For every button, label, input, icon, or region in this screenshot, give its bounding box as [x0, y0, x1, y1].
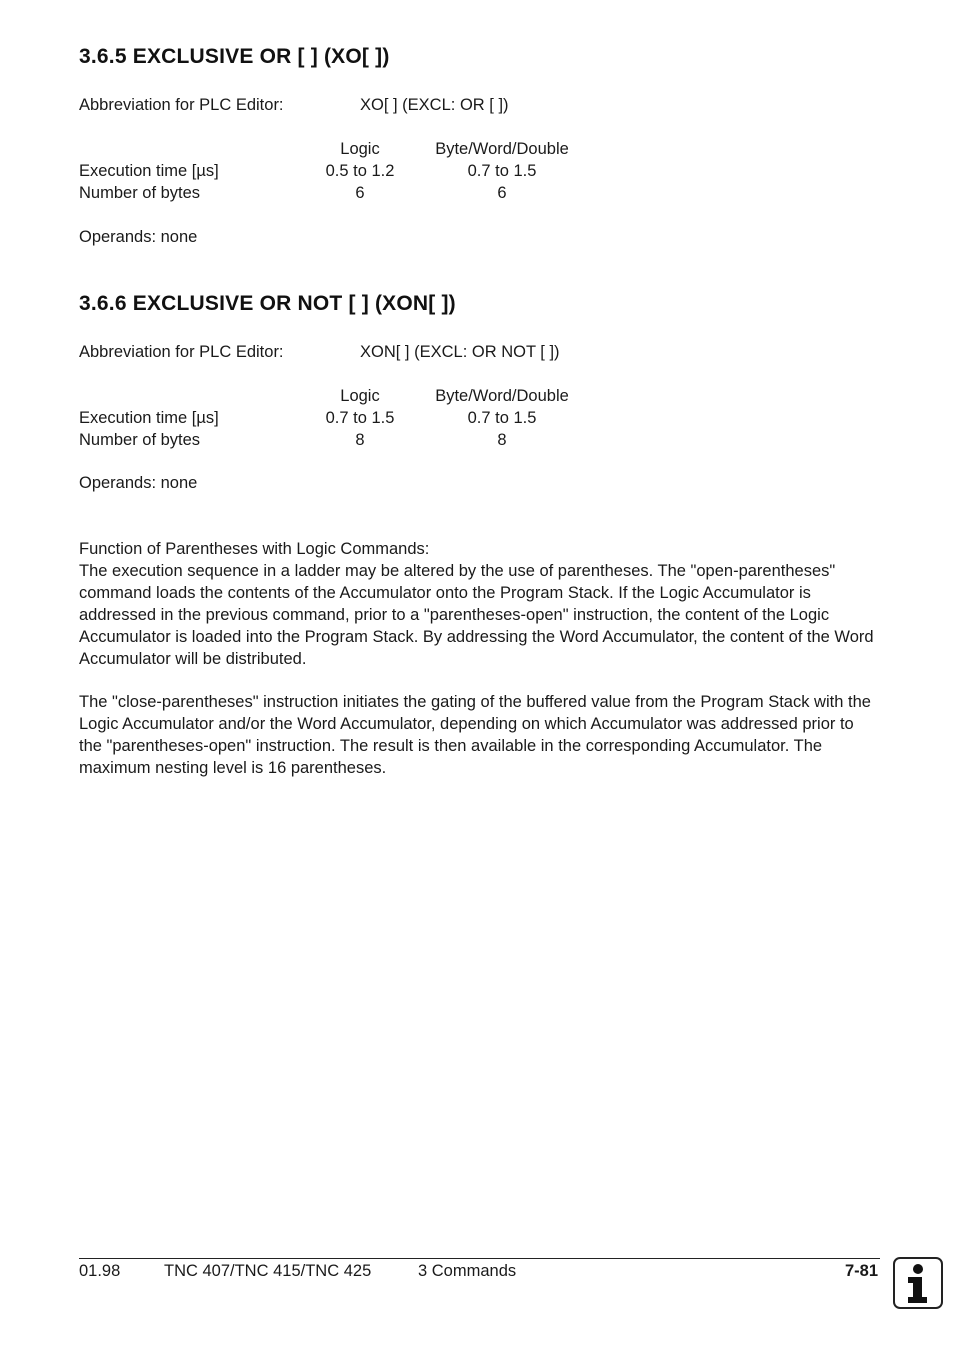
- row-label-bytes: Number of bytes: [79, 431, 201, 449]
- row-label-exec-time: Execution time [µs]: [79, 162, 219, 180]
- cell-exec-time-logic: 0.5 to 1.2: [325, 162, 395, 180]
- col-header-logic: Logic: [340, 387, 380, 405]
- section-heading-xo: 3.6.5 EXCLUSIVE OR [ ] (XO[ ]): [79, 45, 390, 68]
- info-icon: [893, 1257, 943, 1309]
- abbrev-value: XON[ ] (EXCL: OR NOT [ ]): [360, 343, 560, 361]
- footer-page-number: 7-81: [844, 1262, 878, 1280]
- cell-bytes-bwd: 6: [497, 184, 507, 202]
- paragraph-close-parentheses: The "close-parentheses" instruction initiates the gating of the buffered value from the Program Stack with the Logic Accumulator and/or the Word Accumulator, depending on which Accumulator was addressed prior to the "parentheses-open" instruction. The result is then available in the corresponding Accumulator. The maximum nesting level is 16 parentheses.: [79, 693, 871, 777]
- cell-bytes-logic: 6: [355, 184, 365, 202]
- paragraph-parentheses-function: Function of Parentheses with Logic Commands: The execution sequence in a ladder may be altered by the use of parentheses. The "open-parentheses" command loads the contents of the Accumulator onto the Program Stack. If the Logic Accumulator is addressed in the previous command, prior to a "parentheses-open" instruction, the content of the Logic Accumulator is loaded into the Program Stack. By addressing the Word Accumulator, the content of the Word Accumulator will be distributed.: [79, 540, 874, 668]
- abbrev-value: XO[ ] (EXCL: OR [ ]): [360, 96, 509, 114]
- abbrev-label: Abbreviation for PLC Editor:: [79, 343, 284, 361]
- info-glyph: [895, 1259, 941, 1307]
- footer-chapter: 3 Commands: [418, 1262, 517, 1280]
- cell-exec-time-bwd: 0.7 to 1.5: [467, 162, 537, 180]
- footer-models: TNC 407/TNC 415/TNC 425: [164, 1262, 372, 1280]
- col-header-bwd: Byte/Word/Double: [435, 387, 569, 405]
- footer-rule: [79, 1258, 880, 1259]
- cell-bytes-bwd: 8: [497, 431, 507, 449]
- cell-bytes-logic: 8: [355, 431, 365, 449]
- abbrev-label: Abbreviation for PLC Editor:: [79, 96, 284, 114]
- row-label-exec-time: Execution time [µs]: [79, 409, 219, 427]
- cell-exec-time-logic: 0.7 to 1.5: [325, 409, 395, 427]
- operands: Operands: none: [79, 474, 198, 492]
- col-header-bwd: Byte/Word/Double: [435, 140, 569, 158]
- cell-exec-time-bwd: 0.7 to 1.5: [467, 409, 537, 427]
- row-label-bytes: Number of bytes: [79, 184, 201, 202]
- footer-date: 01.98: [79, 1262, 121, 1280]
- operands: Operands: none: [79, 228, 198, 246]
- section-heading-xon: 3.6.6 EXCLUSIVE OR NOT [ ] (XON[ ]): [79, 292, 456, 315]
- col-header-logic: Logic: [340, 140, 380, 158]
